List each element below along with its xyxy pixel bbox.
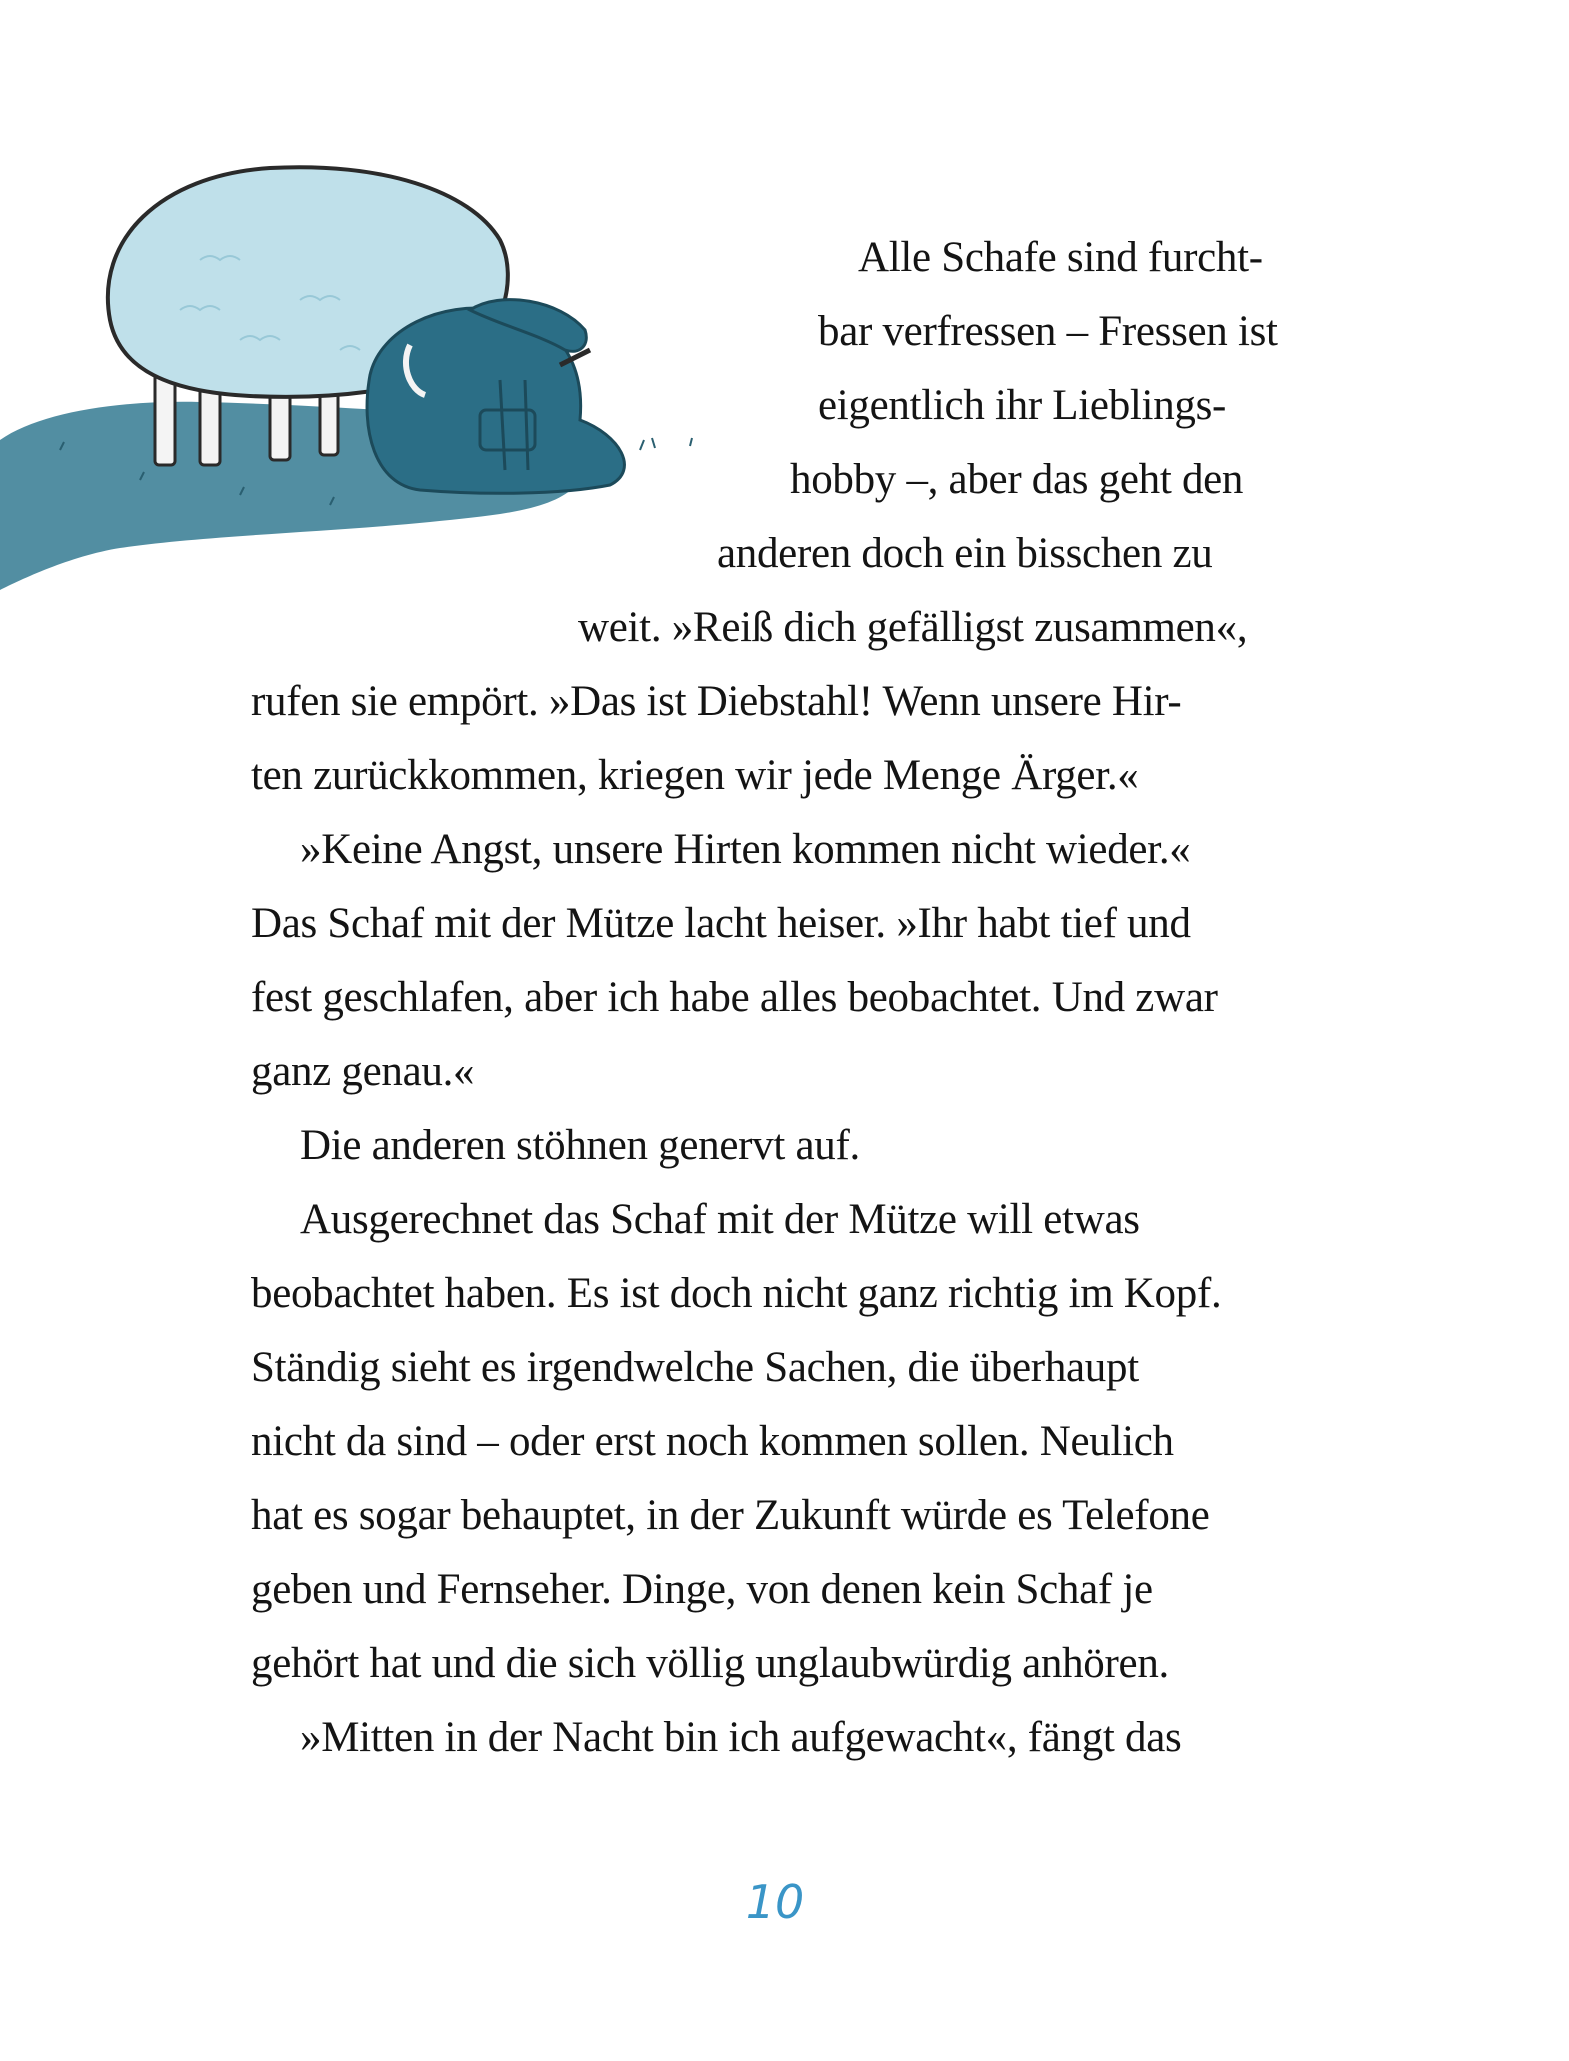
text-line: »Keine Angst, unsere Hirten kommen nicht wieder.«: [300, 826, 1191, 873]
text-line: geben und Fernseher. Dinge, von denen kein Schaf je: [251, 1566, 1153, 1613]
text-line: anderen doch ein bisschen zu: [717, 530, 1213, 577]
text-line: eigentlich ihr Lieblings-: [818, 382, 1227, 429]
text-line: weit. »Reiß dich gefälligst zusammen«,: [578, 604, 1248, 651]
text-line: beobachtet haben. Es ist doch nicht ganz richtig im Kopf.: [251, 1270, 1222, 1317]
text-line: Das Schaf mit der Mütze lacht heiser. »Ihr habt tief und: [251, 900, 1191, 947]
page-number: 10: [745, 1875, 805, 1929]
text-line: Ständig sieht es irgendwelche Sachen, die überhaupt: [251, 1344, 1139, 1391]
text-line: gehört hat und die sich völlig unglaubwürdig anhören.: [251, 1640, 1169, 1687]
text-line: bar verfressen – Fressen ist: [818, 308, 1278, 355]
text-line: fest geschlafen, aber ich habe alles beobachtet. Und zwar: [251, 974, 1218, 1021]
text-line: ganz genau.«: [251, 1048, 475, 1095]
text-line: nicht da sind – oder erst noch kommen sollen. Neulich: [251, 1418, 1174, 1465]
text-line: rufen sie empört. »Das ist Diebstahl! Wenn unsere Hir-: [251, 678, 1182, 725]
text-line: hat es sogar behauptet, in der Zukunft würde es Telefone: [251, 1492, 1210, 1539]
text-line: hobby –, aber das geht den: [790, 456, 1244, 503]
text-line: Alle Schafe sind furcht-: [858, 234, 1263, 281]
text-line: Die anderen stöhnen genervt auf.: [300, 1122, 860, 1169]
text-line: Ausgerechnet das Schaf mit der Mütze will etwas: [300, 1196, 1140, 1243]
text-line: »Mitten in der Nacht bin ich aufgewacht«, fängt das: [300, 1714, 1182, 1761]
text-line: ten zurückkommen, kriegen wir jede Menge Ärger.«: [251, 752, 1139, 799]
sheep-illustration: [0, 150, 720, 610]
